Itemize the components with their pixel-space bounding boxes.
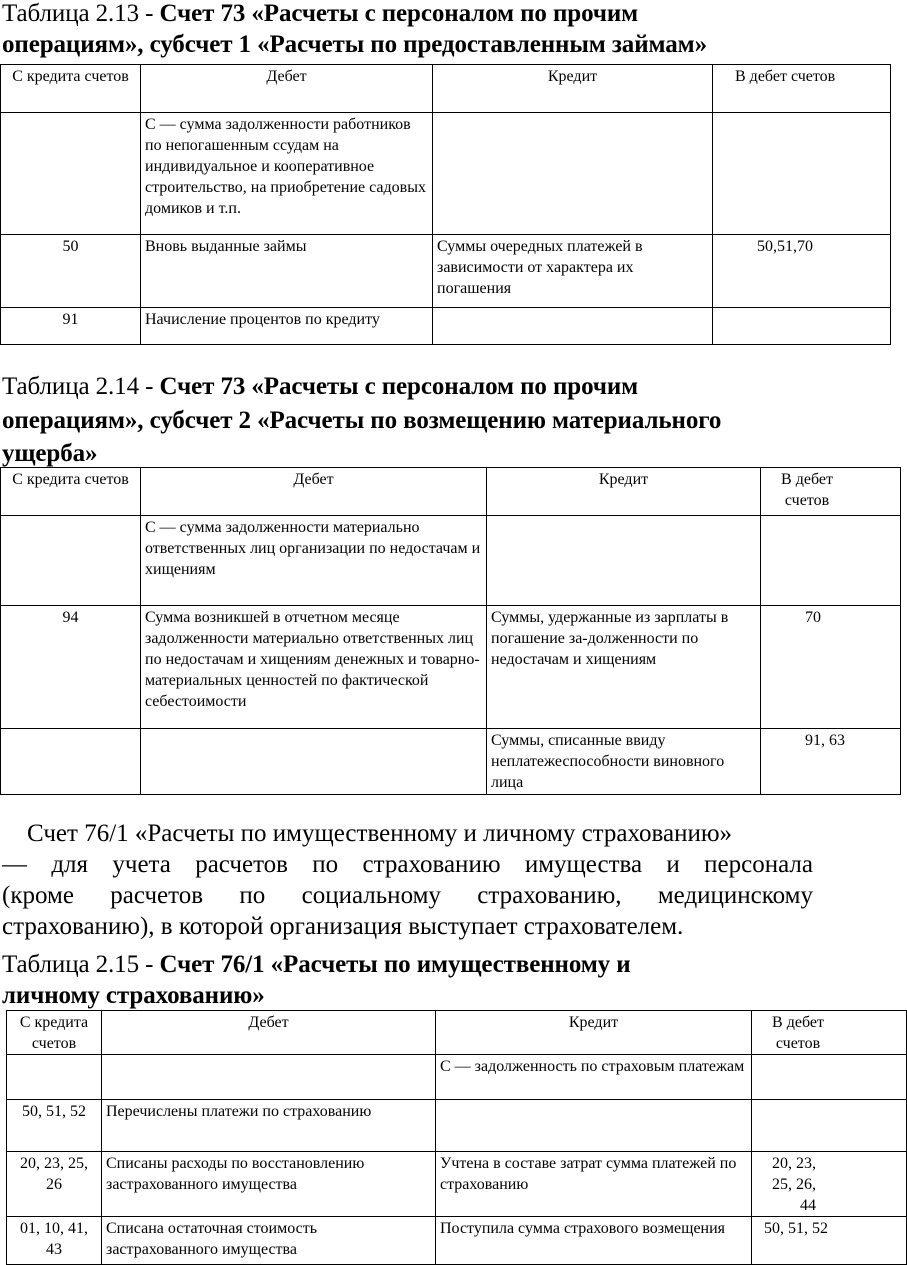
table-cell (752, 1100, 907, 1152)
table-cell (436, 1100, 752, 1152)
table-row (1, 113, 891, 235)
cell-text: 91, 63 (805, 732, 845, 749)
title-prefix: Таблица 2.15 - (2, 951, 160, 978)
table-2-15-title-line-2 (2, 980, 265, 1012)
table-cell (752, 1217, 907, 1265)
header-cell: С кредита счетов (7, 1011, 102, 1055)
table-2-14-title (2, 371, 638, 403)
header-cell: Дебет (102, 1011, 436, 1055)
table-cell (433, 113, 713, 235)
paragraph-line-4: страхованию), в которой организация выступает страхователем. (2, 913, 684, 940)
table-cell (7, 1055, 102, 1100)
header-cell (761, 468, 901, 516)
title-bold-line-1: Счет 76/1 «Расчеты по имущественному и (159, 951, 631, 978)
table-cell (713, 235, 891, 308)
table-cell (141, 729, 487, 795)
table-row (7, 1217, 907, 1265)
table-cell (102, 1055, 436, 1100)
table-cell (761, 516, 901, 606)
table-cell (141, 113, 433, 235)
table-row (1, 308, 891, 345)
cell-text: 50, 51, 52 (764, 1220, 828, 1237)
table-cell: Учтена в составе затрат сумма платежей по страхованию (436, 1152, 752, 1217)
table-2-13-title (2, 0, 638, 30)
title-bold-line-1: Счет 73 «Расчеты с персоналом по прочим (159, 373, 639, 400)
table-2-14-title-line-3 (2, 438, 97, 470)
table-header-row (1, 65, 891, 113)
table-cell (752, 1152, 907, 1217)
paragraph-line-1: Счет 76/1 «Расчеты по имущественному и личному страхованию» (27, 820, 733, 847)
header-cell: Кредит (433, 65, 713, 113)
table-row (1, 235, 891, 308)
table-cell: 20, 23, 25, 26 (7, 1152, 102, 1217)
table-row (1, 606, 901, 729)
header-text: В дебет счетов (735, 68, 836, 85)
table-2-15 (6, 1010, 907, 1265)
table-cell (761, 729, 901, 795)
table-cell: Суммы, удержанные из зарплаты в погашение за-долженности по недостачам и хищениям (487, 606, 761, 729)
header-cell (713, 65, 891, 113)
header-text: В дебет счетов (781, 471, 833, 509)
title-prefix: Таблица 2.13 - (2, 0, 160, 27)
table-2-13 (0, 64, 891, 345)
header-text: В дебет счетов (772, 1014, 824, 1052)
title-bold-line-3: ущерба» (2, 440, 98, 467)
table-2-15-title (2, 949, 631, 981)
table-cell (433, 308, 713, 345)
table-header-row (7, 1011, 907, 1055)
body-paragraph (2, 818, 813, 942)
table-cell: С — сумма задолженности материально ответственных лиц организации по недостачам и хищениям (141, 516, 487, 606)
cell-text: 20, 23, 25, 26, 44 (772, 1155, 816, 1214)
table-cell: 50, 51, 52 (7, 1100, 102, 1152)
table-cell (487, 516, 761, 606)
table-cell (713, 308, 891, 345)
cell-text: Суммы, списанные ввиду неплатежеспособности виновного лица (491, 732, 725, 791)
table-header-row (1, 468, 901, 516)
paragraph-line-3: (кроме расчетов по социальному страхованию, медицинскому (2, 882, 813, 909)
header-cell: С кредита счетов (1, 468, 141, 516)
cell-text: 50,51,70 (757, 238, 813, 255)
title-bold-line-2: операциям», субсчет 1 «Расчеты по предоставленным займам» (2, 31, 707, 58)
table-cell (141, 606, 487, 729)
cell-text: С — сумма задолженности работников по непогашенным ссудам на индивидуальное и кооперативное строительство, на приобретение садовых домиков и т.п. (145, 116, 426, 217)
table-cell: Вновь выданные займы (141, 235, 433, 308)
table-cell (1, 729, 141, 795)
table-cell (713, 113, 891, 235)
table-cell (1, 113, 141, 235)
table-2-14 (0, 467, 901, 795)
table-cell (752, 1055, 907, 1100)
table-row (1, 516, 901, 606)
table-cell: Списаны расходы по восстановлению застрахованного имущества (102, 1152, 436, 1217)
table-cell: Суммы очередных платежей в зависимости от характера их погашения (433, 235, 713, 308)
cell-text: Сумма возникшей в отчетном месяце задолженности материально ответственных лиц по недостачам и хищениям денежных и товарно-материальных ценностей по фактической себестоимости (145, 609, 480, 710)
table-2-13-title-line-2 (2, 29, 707, 61)
table-row (7, 1055, 907, 1100)
table-cell: Начисление процентов по кредиту (141, 308, 433, 345)
title-bold-line-2: личному страхованию» (2, 982, 265, 1009)
table-row (1, 729, 901, 795)
table-cell (1, 516, 141, 606)
table-cell: 91 (1, 308, 141, 345)
table-row (7, 1152, 907, 1217)
table-cell: Поступила сумма страхового возмещения (436, 1217, 752, 1265)
cell-text: 70 (805, 609, 821, 626)
title-bold-line-1: Счет 73 «Расчеты с персоналом по прочим (159, 0, 639, 27)
table-row (7, 1100, 907, 1152)
table-cell: 50 (1, 235, 141, 308)
header-cell: Кредит (487, 468, 761, 516)
table-cell: С — задолженность по страховым платежам (436, 1055, 752, 1100)
table-cell: 01, 10, 41, 43 (7, 1217, 102, 1265)
header-cell: С кредита счетов (1, 65, 141, 113)
table-cell (487, 729, 761, 795)
table-cell: Списана остаточная стоимость застрахованного имущества (102, 1217, 436, 1265)
paragraph-line-2: — для учета расчетов по страхованию имущества и персонала (2, 851, 813, 878)
header-cell: Кредит (436, 1011, 752, 1055)
header-cell: Дебет (141, 468, 487, 516)
table-cell (761, 606, 901, 729)
header-cell (752, 1011, 907, 1055)
table-2-14-title-line-2 (2, 405, 721, 437)
table-cell: Перечислены платежи по страхованию (102, 1100, 436, 1152)
title-prefix: Таблица 2.14 - (2, 373, 160, 400)
header-cell: Дебет (141, 65, 433, 113)
title-bold-line-2: операциям», субсчет 2 «Расчеты по возмещению материального (2, 407, 722, 434)
table-cell: 94 (1, 606, 141, 729)
